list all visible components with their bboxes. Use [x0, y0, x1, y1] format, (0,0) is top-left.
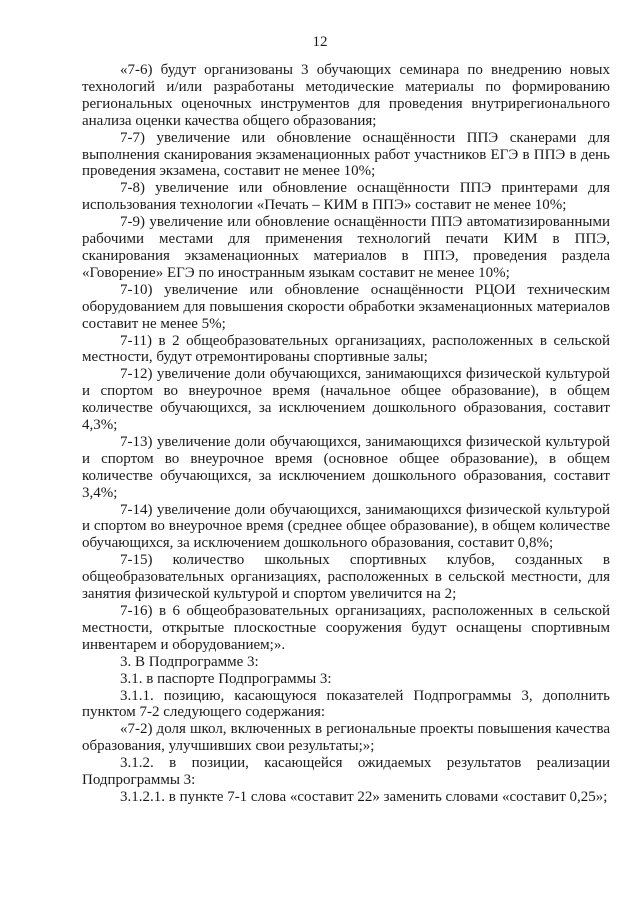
- paragraph-7-8: 7-8) увеличение или обновление оснащённости ППЭ принтерами для использования технологии «Печать – КИМ в ППЭ» составит не менее 10%;: [82, 180, 610, 214]
- paragraph-3-1-2: 3.1.2. в позиции, касающейся ожидаемых результатов реализации Подпрограммы 3:: [82, 755, 610, 789]
- paragraph-3-1-1: 3.1.1. позицию, касающуюся показателей Подпрограммы 3, дополнить пунктом 7-2 следующего содержания:: [82, 687, 610, 721]
- paragraph-7-10: 7-10) увеличение или обновление оснащённости РЦОИ техническим оборудованием для повышения скорости обработки экзаменационных материалов составит не менее 5%;: [82, 281, 610, 332]
- paragraph-quote-7-2: «7-2) доля школ, включенных в региональные проекты повышения качества образования, улучшивших свои результаты;»;: [82, 721, 610, 755]
- paragraph-7-14: 7-14) увеличение доли обучающихся, занимающихся физической культурой и спортом во внеурочное время (среднее общее образование), в общем количестве обучающихся, за исключением дошкольного образования, составит 0,8%;: [82, 501, 610, 552]
- paragraph-7-9: 7-9) увеличение или обновление оснащённости ППЭ автоматизированными рабочими местами для применения технологий печати КИМ в ППЭ, сканирования экзаменационных материалов в ППЭ, проведения раздела «Говорение» ЕГЭ по иностранным языкам составит не менее 10%;: [82, 214, 610, 281]
- paragraph-section-3: 3. В Подпрограмме 3:: [120, 653, 259, 670]
- paragraph-7-7: 7-7) увеличение или обновление оснащённости ППЭ сканерами для выполнения сканирования экзаменационных работ участников ЕГЭ в ППЭ в день проведения экзамена, составит не менее 10%;: [82, 129, 610, 180]
- paragraph-3-1-2-1: 3.1.2.1. в пункте 7-1 слова «составит 22» заменить словами «составит 0,25»;: [120, 788, 608, 805]
- paragraph-7-13: 7-13) увеличение доли обучающихся, занимающихся физической культурой и спортом во внеурочное время (основное общее образование), в общем количестве обучающихся, за исключением дошкольного образования, составит 3,4%;: [82, 433, 610, 501]
- paragraph-7-11: 7-11) в 2 общеобразовательных организациях, расположенных в сельской местности, будут отремонтированы спортивные залы;: [82, 332, 610, 366]
- page-number: 12: [312, 34, 328, 50]
- paragraph-7-6: «7-6) будут организованы 3 обучающих семинара по внедрению новых технологий и/или разработаны методические материалы по формированию региональных оценочных инструментов для проведения внутрирегионального анализа оценки качества общего образования;: [82, 62, 610, 129]
- paragraph-7-12: 7-12) увеличение доли обучающихся, занимающихся физической культурой и спортом во внеурочное время (начальное общее образование), в общем количестве обучающихся, за исключением дошкольного образования, составит 4,3%;: [82, 366, 610, 434]
- paragraph-3-1: 3.1. в паспорте Подпрограммы 3:: [120, 670, 332, 687]
- document-body: [82, 62, 610, 806]
- paragraph-7-15: 7-15) количество школьных спортивных клубов, созданных в общеобразовательных организациях, расположенных в сельской местности, для занятия физической культурой и спортом увеличится на 2;: [82, 552, 610, 603]
- paragraph-7-16: 7-16) в 6 общеобразовательных организациях, расположенных в сельской местности, открытые плоскостные сооружения будут оснащены спортивным инвентарем и оборудованием;».: [82, 603, 610, 653]
